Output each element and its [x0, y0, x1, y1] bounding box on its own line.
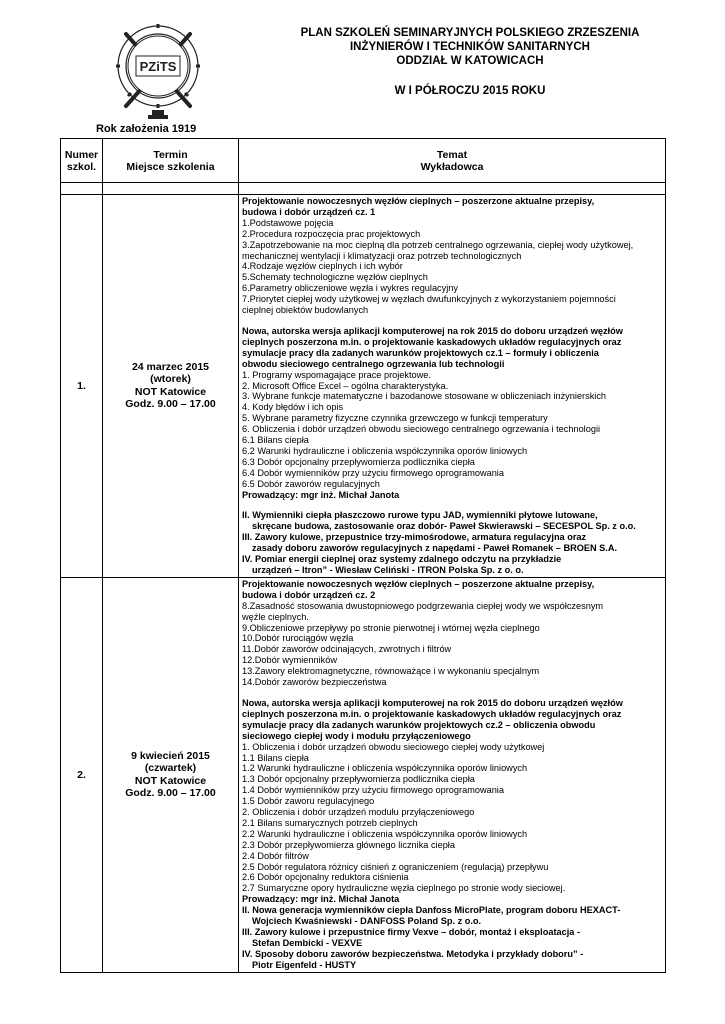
- topic-line: 9.Obliczeniowe przepływy po stronie pierwotnej i wtórnej węzła cieplnego: [242, 622, 540, 633]
- topic-line: 7.Priorytet ciepłej wody użytkowej w węzłach dwufunkcyjnych z wykorzystaniem pojemności: [242, 294, 616, 305]
- topic-line: II. Nowa generacja wymienników ciepła Danfoss MicroPlate, program doboru HEXACT-: [242, 905, 621, 916]
- topic-line: 5.Schematy technologiczne węzłów cieplnych: [242, 272, 428, 283]
- topic-line: Piotr Eigenfeld - HUSTY: [252, 959, 357, 970]
- page-header: [255, 26, 685, 98]
- topic-line: 12.Dobór wymienników: [242, 655, 337, 666]
- topic-line: 1.5 Dobór zaworu regulacyjnego: [242, 796, 375, 807]
- topic-line: 2.4 Dobór filtrów: [242, 850, 309, 861]
- topic-line: mechanicznej wentylacji i klimatyzacji oraz potrzeb technologicznych: [242, 250, 522, 261]
- topic-line: symulacje pracy dla zadanych warunków projektowych cz.1 – formuły i obliczenia: [242, 347, 599, 358]
- topic-line: 6.1 Bilans ciepła: [242, 435, 309, 446]
- topic-line: sieciowego ciepłej wody i modułu przyłączeniowego: [242, 730, 471, 741]
- header-number: [61, 139, 103, 183]
- topic-line: 2.6 Dobór opcjonalny reduktora ciśnienia: [242, 872, 409, 883]
- spacer-row: [61, 183, 666, 195]
- topic-line: 1.2 Warunki hydrauliczne i obliczenia współczynnika oporów liniowych: [242, 763, 528, 774]
- topic-line: zasady doboru zaworów regulacyjnych z napędami - Paweł Romanek – BROEN S.A.: [252, 543, 618, 554]
- term-weekday: (wtorek): [150, 373, 191, 386]
- topic-line: 2.Procedura rozpoczęcia prac projektowych: [242, 228, 421, 239]
- table-row: [61, 195, 666, 578]
- row-topic: [239, 577, 666, 972]
- topic-line: budowa i dobór urządzeń cz. 1: [242, 206, 376, 217]
- topic-line: węźle cieplnych.: [242, 611, 309, 622]
- topic-line: 1. Programy wspomagające prace projektowe.: [242, 369, 431, 380]
- header-line-4: W I PÓŁROCZU 2015 ROKU: [394, 85, 546, 97]
- topic-line: 2. Microsoft Office Excel – ogólna charakterystyka.: [242, 380, 449, 391]
- topic-gap: [242, 688, 663, 698]
- topic-line: 2.1 Bilans sumarycznych potrzeb cieplnych: [242, 817, 418, 828]
- topic-line: 2.5 Dobór regulatora różnicy ciśnień z ograniczeniem (regulacją) przepływu: [242, 861, 549, 872]
- topic-line: 2. Obliczenia i dobór urządzeń modułu przyłączeniowego: [242, 807, 475, 818]
- topic-line: 1.1 Bilans ciepła: [242, 752, 309, 763]
- topic-line: III. Zawory kulowe, przepustnice trzy-mimośrodowe, armatura regulacyjna oraz: [242, 532, 587, 543]
- topic-line: 3. Wybrane funkcje matematyczne i bazodanowe stosowane w obliczeniach inżynierskich: [242, 391, 607, 402]
- topic-line: Nowa, autorska wersja aplikacji komputerowej na rok 2015 do doboru urządzeń węzłów: [242, 325, 623, 336]
- topic-line: 10.Dobór rurociągów węzła: [242, 633, 354, 644]
- training-plan-table: [60, 138, 666, 973]
- topic-line: Nowa, autorska wersja aplikacji komputerowej na rok 2015 do doboru urządzeń węzłów: [242, 697, 623, 708]
- spacer-cell: [61, 183, 103, 195]
- header-topic: [239, 139, 666, 183]
- topic-line: III. Zawory kulowe i przepustnice firmy Vexve – dobór, montaż i eksploatacja -: [242, 927, 580, 937]
- topic-line: 2.2 Warunki hydrauliczne i obliczenia współczynnika oporów liniowych: [242, 828, 528, 839]
- topic-line: 11.Dobór zaworów odcinających, zwrotnych i filtrów: [242, 644, 452, 655]
- header-term-line2: Miejsce szkolenia: [126, 160, 215, 173]
- header-number-line2: szkol.: [66, 160, 97, 173]
- spacer-cell: [239, 183, 666, 195]
- topic-line: skręcane budowa, zastosowanie oraz dobór- Paweł Skwierawski – SECESPOL Sp. z o.o.: [252, 521, 636, 532]
- topic-line: 4.Rodzaje węzłów cieplnych i ich wybór: [242, 261, 403, 272]
- term-place: NOT Katowice: [134, 774, 207, 787]
- topic-line: 6.Parametry obliczeniowe węzła i wykres regulacyjny: [242, 283, 458, 294]
- topic-line: 1. Obliczenia i dobór urządzeń obwodu sieciowego ciepłej wody użytkowej: [242, 741, 545, 752]
- header-line-1: PLAN SZKOLEŃ SEMINARYJNYCH POLSKIEGO ZRZESZENIA: [300, 27, 640, 39]
- topic-line: Projektowanie nowoczesnych węzłów cieplnych – poszerzone aktualne przepisy,: [242, 578, 595, 589]
- logo-text: PZiTS: [139, 59, 177, 74]
- term-hours: Godz. 9.00 – 17.00: [125, 398, 216, 411]
- topic-line: 1.Podstawowe pojęcia: [242, 217, 334, 228]
- topic-gap: [242, 316, 663, 326]
- topic-line: Wojciech Kwaśniewski - DANFOSS Poland Sp. z o.o.: [252, 916, 482, 927]
- table-row: [61, 577, 666, 972]
- topic-line: budowa i dobór urządzeń cz. 2: [242, 589, 376, 600]
- topic-line: 5. Wybrane parametry fizyczne czynnika grzewczego w funkcji temperatury: [242, 413, 548, 424]
- topic-line: II. Wymienniki ciepła płaszczowo rurowe typu JAD, wymienniki płytowe lutowane,: [242, 510, 598, 521]
- term-place: NOT Katowice: [134, 385, 207, 398]
- topic-line: symulacje pracy dla zadanych warunków projektowych cz.2 – obliczenia obwodu: [242, 719, 596, 730]
- header-topic-line1: Temat: [436, 148, 468, 161]
- header-term: [103, 139, 239, 183]
- topic-line: 2.7 Sumaryczne opory hydrauliczne węzła cieplnego po stronie wody sieciowej.: [242, 883, 566, 894]
- topic-line: Prowadzący: mgr inż. Michał Janota: [242, 894, 400, 905]
- topic-line: 3.Zapotrzebowanie na moc cieplną dla potrzeb centralnego ogrzewania, ciepłej wody użytkowej,: [242, 239, 634, 250]
- topic-line: IV. Sposoby doboru zaworów bezpieczeństwa. Metodyka i przykłady doboru” -: [242, 948, 584, 959]
- row-term: [103, 195, 239, 578]
- row-number: 2.: [61, 577, 103, 972]
- row-term: [103, 577, 239, 972]
- topic-gap: [242, 500, 663, 510]
- topic-line: 4. Kody błędów i ich opis: [242, 402, 344, 413]
- topic-line: IV. Pomiar energii cieplnej oraz systemy zdalnego odczytu na przykładzie: [242, 554, 562, 565]
- spacer-cell: [103, 183, 239, 195]
- topic-line: Prowadzący: mgr inż. Michał Janota: [242, 489, 400, 500]
- topic-line: 6.2 Warunki hydrauliczne i obliczenia współczynnika oporów liniowych: [242, 445, 528, 456]
- topic-line: 8.Zasadność stosowania dwustopniowego podgrzewania ciepłej wody we współczesnym: [242, 600, 604, 611]
- founded-label: Rok założenia 1919: [96, 123, 197, 135]
- topic-line: obwodu sieciowego centralnego ogrzewania lub technologii: [242, 358, 505, 369]
- topic-line: 6. Obliczenia i dobór urządzeń obwodu sieciowego centralnego ogrzewania i technologii: [242, 424, 601, 435]
- pzits-logo-icon: [96, 14, 220, 124]
- term-weekday: (czwartek): [144, 762, 197, 775]
- topic-line: 1.4 Dobór wymienników przy użyciu firmowego oprogramowania: [242, 785, 504, 796]
- topic-line: urządzeń – Itron” - Wiesław Celiński - ITRON Polska Sp. z o. o.: [252, 565, 524, 575]
- term-hours: Godz. 9.00 – 17.00: [125, 787, 216, 800]
- topic-line: Stefan Dembicki - VEXVE: [252, 937, 363, 948]
- header-term-line1: Termin: [153, 148, 188, 161]
- header-line-3: ODDZIAŁ W KATOWICACH: [396, 55, 544, 67]
- topic-line: 6.3 Dobór opcjonalny przepływomierza podlicznika ciepła: [242, 456, 475, 467]
- header-number-line1: Numer: [64, 148, 99, 161]
- topic-line: 6.4 Dobór wymienników przy użyciu firmowego oprogramowania: [242, 467, 504, 478]
- topic-line: 1.3 Dobór opcjonalny przepływomierza podlicznika ciepła: [242, 774, 475, 785]
- topic-line: 14.Dobór zaworów bezpieczeństwa: [242, 677, 387, 688]
- header-line-2: INŻYNIERÓW I TECHNIKÓW SANITARNYCH: [349, 41, 590, 53]
- table-header-row: [61, 139, 666, 183]
- term-date: 9 kwiecień 2015: [131, 749, 210, 762]
- topic-line: 13.Zawory elektromagnetyczne, równoważące i w wykonaniu specjalnym: [242, 666, 540, 677]
- topic-line: 2.3 Dobór przepływomierza głównego licznika ciepła: [242, 839, 455, 850]
- topic-line: cieplnych poszerzona m.in. o projektowanie kaskadowych układów regulacyjnych oraz: [242, 336, 622, 347]
- topic-line: cieplnych poszerzona m.in. o projektowanie kaskadowych układów regulacyjnych oraz: [242, 708, 622, 719]
- term-date: 24 marzec 2015: [131, 360, 210, 373]
- topic-line: Projektowanie nowoczesnych węzłów cieplnych – poszerzone aktualne przepisy,: [242, 196, 595, 206]
- topic-line: 6.5 Dobór zaworów regulacyjnych: [242, 478, 380, 489]
- row-topic: [239, 195, 666, 578]
- topic-line: cieplnej obiektów budowlanych: [242, 305, 369, 316]
- header-topic-line2: Wykładowca: [420, 160, 484, 173]
- row-number: 1.: [61, 195, 103, 578]
